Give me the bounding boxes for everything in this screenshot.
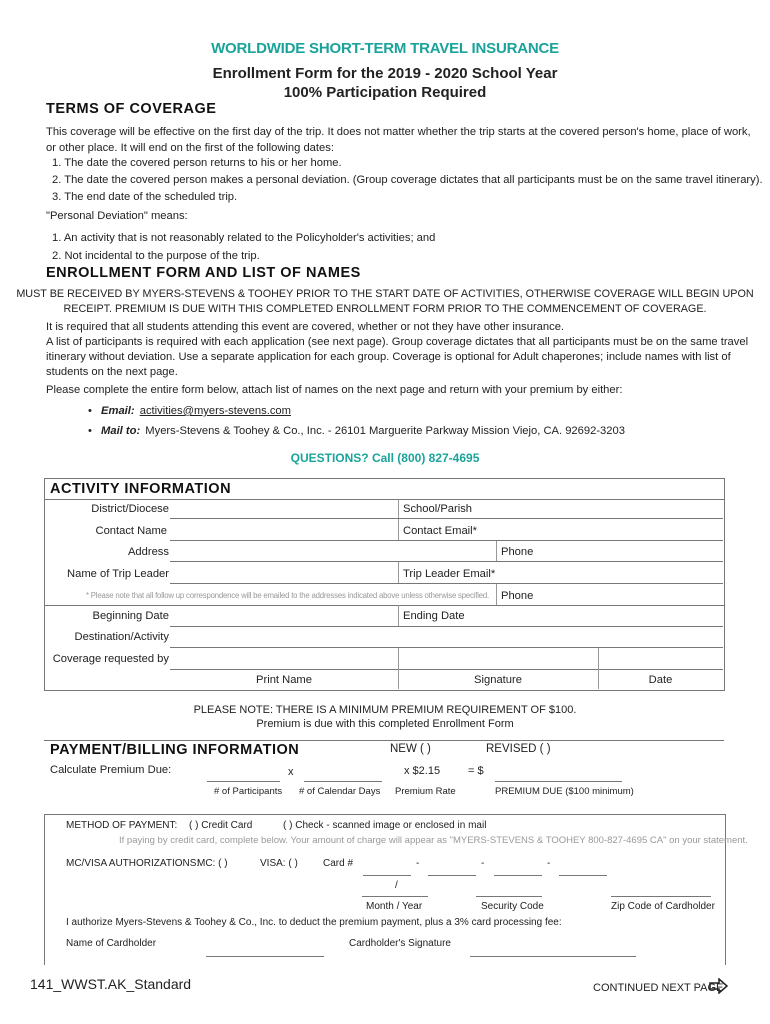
enrollment-notice-1: MUST BE RECEIVED BY MYERS-STEVENS & TOOHEY PRIOR TO THE START DATE OF ACTIVITIES, OTHERWISE COVERAGE WILL BEGIN UPON <box>16 288 754 300</box>
form-subtitle-participation: 100% Participation Required <box>283 84 487 101</box>
phone-label: Phone <box>501 546 534 558</box>
district-label: District/Diocese <box>91 503 169 515</box>
card-number-segment-2[interactable] <box>428 875 476 876</box>
new-checkbox[interactable]: NEW ( ) <box>390 743 431 755</box>
mail-bullet <box>88 423 625 439</box>
destination-field[interactable] <box>170 647 723 648</box>
premium-due-note: Premium is due with this completed Enrollment Form <box>256 718 514 730</box>
premium-due-caption: PREMIUM DUE ($100 minimum) <box>495 786 634 797</box>
card-dash-1: - <box>416 858 420 869</box>
revised-checkbox[interactable]: REVISED ( ) <box>486 743 551 755</box>
cardholder-name-label: Name of Cardholder <box>66 938 157 949</box>
email-link[interactable]: activities@myers-stevens.com <box>139 405 291 417</box>
card-number-segment-1[interactable] <box>363 875 411 876</box>
activity-heading-rule <box>44 499 724 500</box>
method-label: METHOD OF PAYMENT: <box>66 820 178 831</box>
card-number-label: Card # <box>323 858 354 869</box>
mcvisa-label: MC/VISA AUTHORIZATIONS: <box>66 858 200 869</box>
signature-label: Signature <box>474 674 522 686</box>
divider <box>496 541 497 562</box>
payment-heading: PAYMENT/BILLING INFORMATION <box>50 742 300 758</box>
zip-code-caption: Zip Code of Cardholder <box>611 901 715 912</box>
participants-caption: # of Participants <box>214 786 283 797</box>
email-label: Email: <box>101 405 135 417</box>
zip-code-field[interactable] <box>611 896 711 897</box>
activity-heading: ACTIVITY INFORMATION <box>50 481 232 497</box>
calendar-days-field[interactable] <box>304 781 382 782</box>
enrollment-para-2c: students on the next page. <box>46 366 178 378</box>
enrollment-para-2b: itinerary without deviation. Use a separate application for each group. Coverage is optional for Adult chaperones; include names with list of <box>46 351 731 363</box>
school-label: School/Parish <box>403 503 473 515</box>
card-dash-3: - <box>547 858 551 869</box>
phone-field[interactable] <box>496 561 723 562</box>
terms-item-3: 3. The end date of the scheduled trip. <box>52 191 238 203</box>
divider <box>398 562 399 583</box>
cardholder-name-field[interactable] <box>206 956 324 957</box>
enrollment-para-2a: A list of participants is required with each application (see next page). Group coverage dictates that all participants must be on the same travel <box>46 336 749 348</box>
check-option[interactable]: ( ) Check - scanned image or enclosed in mail <box>283 820 487 831</box>
enrollment-notice-2: RECEIPT. PREMIUM IS DUE WITH THIS COMPLETED ENROLLMENT FORM PRIOR TO THE COMMENCEMENT OF COVERAGE. <box>63 303 707 315</box>
deviation-item-1: 1. An activity that is not reasonably related to the Policyholder's activities; and <box>52 232 436 244</box>
terms-item-2: 2. The date the covered person makes a personal deviation. (Group coverage dictates that all participants must be on the same travel itinerary). <box>52 174 763 186</box>
credit-card-note: If paying by credit card, complete below. Your amount of charge will appear as "MYERS-STEVENS & TOOHEY 800-827-4695 CA" on your statement. <box>119 835 748 846</box>
divider <box>496 584 497 605</box>
terms-heading: TERMS OF COVERAGE <box>46 101 217 117</box>
beginning-date-field[interactable] <box>170 626 398 627</box>
questions-phone: QUESTIONS? Call (800) 827-4695 <box>290 451 480 465</box>
mc-option[interactable]: MC: ( ) <box>197 858 228 869</box>
arrow-right-icon <box>709 978 729 999</box>
expiry-slash: / <box>395 880 398 891</box>
terms-intro-2: or other place. It will end on the first of the following dates: <box>46 142 334 154</box>
premium-due-field[interactable] <box>495 781 622 782</box>
trip-leader-email-label: Trip Leader Email* <box>403 568 496 580</box>
month-year-caption: Month / Year <box>366 901 423 912</box>
security-code-caption: Security Code <box>481 901 544 912</box>
address-label: Address <box>127 546 169 558</box>
cardholder-signature-label: Cardholder's Signature <box>349 938 451 949</box>
correspondence-footnote: * Please note that all follow up correspondence will be emailed to the addresses indicated above unless otherwise specified. <box>86 591 489 600</box>
divider <box>398 499 399 519</box>
minimum-premium-note: PLEASE NOTE: THERE IS A MINIMUM PREMIUM REQUIREMENT OF $100. <box>193 704 577 716</box>
form-subtitle-year: Enrollment Form for the 2019 - 2020 School Year <box>212 65 558 82</box>
divider <box>398 605 399 626</box>
ending-date-label: Ending Date <box>403 610 465 622</box>
enrollment-para-1: It is required that all students attending this event are covered, whether or not they have other insurance. <box>46 321 565 333</box>
bullet-icon: • <box>88 405 92 417</box>
address-field[interactable] <box>170 561 496 562</box>
trip-leader-email-field[interactable] <box>398 583 723 584</box>
ending-date-field[interactable] <box>398 626 723 627</box>
calendar-days-caption: # of Calendar Days <box>299 786 381 797</box>
destination-label: Destination/Activity <box>74 631 169 643</box>
contact-name-label: Contact Name <box>95 525 167 537</box>
coverage-requested-label: Coverage requested by <box>52 653 169 665</box>
contact-email-label: Contact Email* <box>403 525 477 537</box>
coverage-requested-field[interactable] <box>170 669 723 670</box>
payment-top-rule <box>44 740 724 741</box>
enrollment-para-3: Please complete the entire form below, attach list of names on the next page and return with your premium by either: <box>46 384 623 396</box>
card-number-segment-3[interactable] <box>494 875 542 876</box>
mail-address: Myers-Stevens & Toohey & Co., Inc. - 26101 Marguerite Parkway Mission Viejo, CA. 92692-3203 <box>145 425 625 437</box>
equals-dollar: = $ <box>468 765 484 777</box>
contact-email-field[interactable] <box>398 540 723 541</box>
cardholder-signature-field[interactable] <box>470 956 636 957</box>
contact-name-field[interactable] <box>170 540 398 541</box>
card-number-segment-4[interactable] <box>559 875 607 876</box>
calc-premium-label: Calculate Premium Due: <box>50 764 172 776</box>
print-name-label: Print Name <box>256 674 312 686</box>
form-title: WORLDWIDE SHORT-TERM TRAVEL INSURANCE <box>211 40 559 57</box>
form-id: 141_WWST.AK_Standard <box>30 976 192 992</box>
trip-leader-label: Name of Trip Leader <box>67 568 169 580</box>
beginning-date-label: Beginning Date <box>92 610 169 622</box>
email-bullet <box>88 403 291 419</box>
continued-next-page: CONTINUED NEXT PAGE <box>593 982 724 994</box>
enrollment-heading: ENROLLMENT FORM AND LIST OF NAMES <box>46 265 361 281</box>
premium-rate-value: x $2.15 <box>404 765 441 777</box>
participants-field[interactable] <box>207 781 280 782</box>
trip-leader-field[interactable] <box>170 583 398 584</box>
date-label: Date <box>648 674 673 686</box>
visa-option[interactable]: VISA: ( ) <box>260 858 298 869</box>
bullet-icon: • <box>88 425 92 437</box>
phone2-label: Phone <box>501 590 534 602</box>
premium-rate-caption: Premium Rate <box>395 786 456 797</box>
divider <box>398 519 399 540</box>
deviation-item-2: 2. Not incidental to the purpose of the trip. <box>52 250 260 262</box>
authorize-statement: I authorize Myers-Stevens & Toohey & Co., Inc. to deduct the premium payment, plus a 3% card processing fee: <box>66 917 562 928</box>
security-code-field[interactable] <box>476 896 542 897</box>
row-rule <box>44 605 724 606</box>
deviation-label: "Personal Deviation" means: <box>46 210 188 222</box>
terms-intro-1: This coverage will be effective on the first day of the trip. It does not matter whether the trip starts at the covered person's home, place of work, <box>46 126 751 138</box>
school-field[interactable] <box>398 518 723 519</box>
multiply-sign: x <box>288 766 294 778</box>
district-field[interactable] <box>170 518 398 519</box>
card-dash-2: - <box>481 858 485 869</box>
expiry-field[interactable] <box>362 896 428 897</box>
credit-card-option[interactable]: ( ) Credit Card <box>189 820 253 831</box>
mail-label: Mail to: <box>101 425 141 437</box>
terms-item-1: 1. The date the covered person returns to his or her home. <box>52 157 342 169</box>
